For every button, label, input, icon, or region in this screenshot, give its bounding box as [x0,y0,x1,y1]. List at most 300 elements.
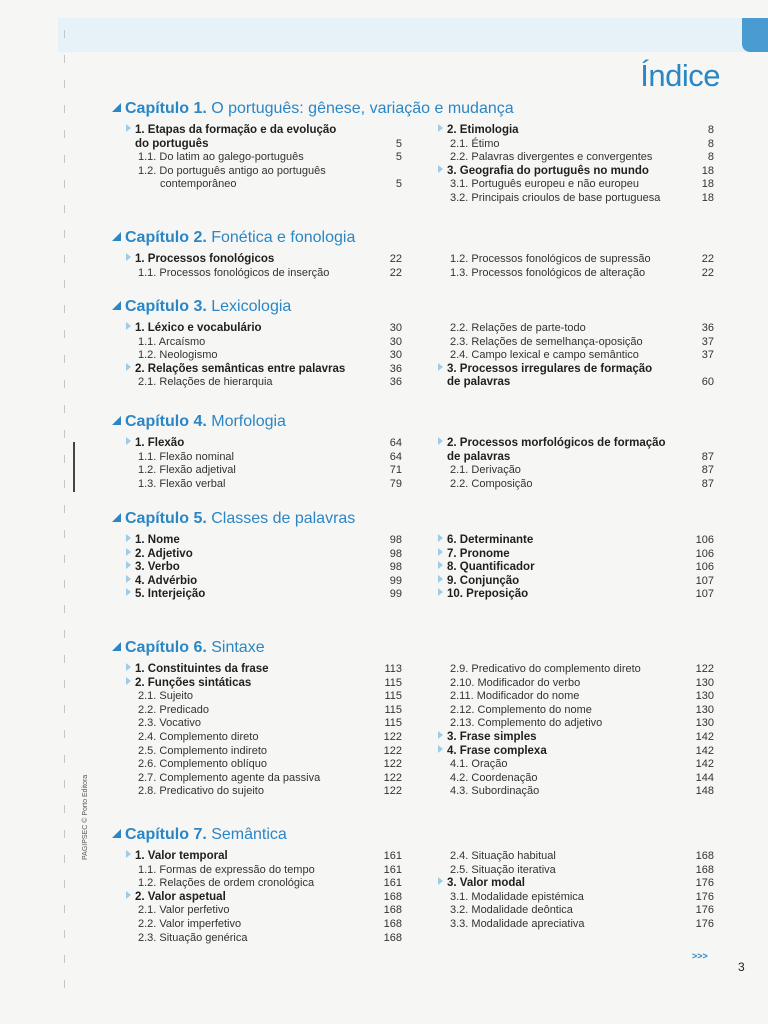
binder-tick [64,80,69,88]
toc-entry [138,745,267,758]
toc-entry [450,758,507,771]
toc-page-number: 122 [383,758,402,771]
toc-entry-label: 2.1. Sujeito [138,690,194,703]
toc-entry-label: 3.2. Modalidade deôntica [450,904,573,917]
toc-entry [138,731,258,744]
binder-tick [64,480,69,488]
toc-entry [450,464,521,477]
toc-page-number: 130 [695,690,714,703]
bullet-arrow-icon [438,731,443,739]
toc-entry-label: 8. Quantificador [447,561,535,574]
binder-tick [64,255,69,263]
bullet-arrow-icon [126,363,131,371]
toc-entry [126,253,274,266]
toc-page-number: 144 [695,771,714,784]
toc-page-number: 122 [695,663,714,675]
toc-entry [126,363,345,376]
toc-entry [138,464,236,477]
toc-entry-label: 2.6. Complemento oblíquo [138,758,268,771]
chapter-name: Morfologia [211,413,286,430]
toc-entry-label: 2.2. Composição [450,477,533,490]
toc-entry [438,877,525,890]
toc-entry-label: 1. Léxico e vocabulário [135,322,262,334]
toc-page-number: 22 [389,253,402,265]
bullet-arrow-icon [438,877,443,885]
toc-page-number: 60 [701,376,714,389]
bullet-arrow-icon [126,124,131,132]
toc-page-number: 36 [389,362,402,375]
toc-page-number: 8 [707,124,714,136]
toc-page-number: 142 [695,744,714,757]
toc-entry-label: 1. Etapas da formação e da evolução [135,124,337,136]
toc-entry-label: 2.2. Predicado [138,703,209,716]
bullet-arrow-icon [438,561,443,569]
toc-page-number: 71 [389,464,402,477]
toc-page-number: 113 [384,663,402,675]
binder-tick [64,380,69,388]
binder-tick [64,880,69,888]
binder-tick [64,980,69,988]
toc-entry-label: 1.1. Formas de expressão do tempo [138,863,315,876]
chapter-triangle-icon [112,103,121,112]
toc-entry-label: 4.1. Oração [450,758,508,771]
toc-entry-label: 2. Valor aspetual [135,890,226,903]
toc-entry-label: 3.3. Modalidade apreciativa [450,918,585,930]
toc-entry-label: 1.2. Do português antigo ao português [138,164,326,177]
corner-tab [742,18,768,52]
toc-page-number: 99 [389,574,402,587]
bullet-arrow-icon [438,548,443,556]
toc-entry-label: 2.3. Relações de semelhança-oposição [450,335,643,348]
toc-entry [450,772,537,785]
toc-entry-label: 6. Determinante [447,534,534,546]
toc-page-number: 161 [383,877,402,890]
toc-page-number: 115 [384,717,402,730]
toc-entry [138,704,209,717]
toc-entry [438,731,537,744]
toc-entry [138,918,241,931]
toc-page-number: 5 [395,178,402,191]
toc-entry [450,336,643,349]
toc-entry-label: 2.2. Palavras divergentes e convergentes [450,151,653,164]
binder-tick [64,580,69,588]
chapter-number: Capítulo 5. [125,510,207,527]
toc-entry-label: 2.3. Situação genérica [138,931,248,944]
bullet-arrow-icon [126,437,131,445]
toc-entry-label: 3.1. Modalidade epistémica [450,890,584,903]
toc-page-number: 99 [389,588,402,601]
bullet-arrow-icon [126,850,131,858]
toc-entry [126,548,193,561]
chapter-triangle-icon [112,301,121,310]
toc-entry [126,588,205,601]
toc-entry-label: 2.9. Predicativo do complemento direto [450,663,641,675]
toc-entry [138,877,314,890]
bullet-arrow-icon [438,745,443,753]
toc-entry [138,151,304,164]
binder-tick [64,230,69,238]
bullet-arrow-icon [126,891,131,899]
binder-tick [64,330,69,338]
toc-entry-label: 2.12. Complemento do nome [450,703,592,716]
toc-page-number: 107 [695,574,714,587]
chapter-heading [112,298,291,316]
toc-entry-label: 2.3. Vocativo [138,717,201,730]
toc-entry-label: do português [135,137,209,150]
toc-page-number: 168 [383,890,402,903]
toc-page-number: 176 [695,877,714,890]
toc-page-number: 22 [701,266,714,279]
toc-entry-label: 1.1. Processos fonológicos de inserção [138,266,330,279]
toc-page-number: 5 [395,137,402,150]
binder-tick [64,955,69,963]
toc-entry [138,690,193,703]
toc-page-number: 18 [701,164,714,177]
toc-page-number: 87 [701,464,714,477]
binder-tick [64,855,69,863]
toc-page-number: 168 [695,850,714,862]
binder-tick [64,155,69,163]
toc-page-number: 130 [695,676,714,689]
toc-page-number: 115 [384,690,402,703]
toc-page-number: 30 [389,322,402,334]
toc-entry-label: 1.2. Relações de ordem cronológica [138,877,315,890]
toc-entry [438,534,533,547]
toc-page-number: 22 [701,253,714,265]
chapter-number: Capítulo 4. [125,413,207,430]
toc-page-number: 5 [395,151,402,164]
chapter-triangle-icon [112,642,121,651]
toc-page-number: 106 [695,561,714,574]
toc-entry [438,561,535,574]
toc-entry [126,437,184,450]
chapter-number: Capítulo 2. [125,229,207,246]
toc-entry-label: 1.2. Neologismo [138,349,218,362]
toc-entry [450,151,652,164]
chapter-heading [112,413,286,431]
toc-page-number: 37 [701,335,714,348]
binder-tick [64,280,69,288]
toc-entry-label: 2.8. Predicativo do sujeito [138,785,264,798]
toc-entry [438,575,519,588]
chapter-name: Fonética e fonologia [211,229,356,246]
toc-entry [138,932,247,945]
binder-tick [64,455,69,463]
next-page-indicator: >>> [692,951,708,961]
toc-page-number: 30 [389,349,402,362]
toc-entry [126,850,228,863]
binder-tick [64,905,69,913]
toc-entry-label: 2.13. Complemento do adjetivo [450,717,603,730]
toc-entry-label: 2.4. Campo lexical e campo semântico [450,349,639,362]
toc-entry-label: contemporâneo [160,178,237,191]
toc-page-number: 98 [389,547,402,560]
binder-tick [64,555,69,563]
toc-page-number: 122 [383,731,402,743]
toc-entry-label: 3.1. Português europeu e não europeu [450,178,639,191]
toc-page-number: 18 [701,178,714,191]
bullet-arrow-icon [438,165,443,173]
binder-tick [64,405,69,413]
toc-entry-label: 4. Advérbio [135,574,198,587]
bullet-arrow-icon [126,322,131,330]
toc-entry [438,588,528,601]
binder-tick [64,630,69,638]
toc-entry [450,322,586,335]
toc-entry-label: 2.7. Complemento agente da passiva [138,771,321,784]
toc-entry-label: 2.5. Situação iterativa [450,863,556,876]
bullet-arrow-icon [126,534,131,542]
toc-entry-label: 1. Nome [135,534,180,546]
binder-tick [64,30,69,38]
toc-entry [450,717,602,730]
toc-entry-label: 2.1. Étimo [450,137,500,150]
bullet-arrow-icon [126,575,131,583]
toc-page-number: 122 [383,785,402,798]
toc-entry [126,124,336,137]
toc-entry-label: 3. Frase simples [447,731,537,743]
toc-entry [138,904,230,917]
toc-page-number: 106 [695,534,714,546]
toc-page-number: 8 [707,137,714,150]
toc-entry [126,575,197,588]
binder-tick [64,805,69,813]
toc-entry-label: 2.4. Situação habitual [450,850,556,862]
page-title: Índice [640,58,720,93]
toc-entry [138,267,329,280]
toc-entry [438,363,652,376]
chapter-heading [112,826,287,844]
toc-entry-label: 3. Geografia do português no mundo [447,164,649,177]
toc-entry [126,322,262,335]
header-band [58,18,748,52]
chapter-number: Capítulo 7. [125,826,207,843]
toc-entry-label: 10. Preposição [447,588,529,601]
toc-entry-label: 2.2. Valor imperfetivo [138,918,242,930]
bullet-arrow-icon [438,437,443,445]
toc-page-number: 30 [389,335,402,348]
toc-page-number: 98 [389,561,402,574]
toc-entry-label: 1. Valor temporal [135,850,228,862]
toc-entry [450,138,500,151]
toc-entry [450,178,639,191]
chapter-name: Sintaxe [211,639,265,656]
binder-tick [64,105,69,113]
binder-tick [64,780,69,788]
toc-page-number: 8 [707,151,714,164]
toc-entry [447,376,510,389]
publisher-credit: PAGIPSEC © Porto Editora [82,774,89,860]
toc-entry-label: 1.1. Arcaísmo [138,335,206,348]
bullet-arrow-icon [126,588,131,596]
toc-entry-label: 1.3. Flexão verbal [138,477,226,490]
toc-entry-label: 2.11. Modificador do nome [450,690,580,703]
chapter-number: Capítulo 6. [125,639,207,656]
binder-tick [64,930,69,938]
chapter-heading [112,100,514,118]
binder-tick [64,605,69,613]
toc-entry-label: 1.2. Processos fonológicos de supressão [450,253,651,265]
binder-tick [64,355,69,363]
toc-page-number: 64 [389,437,402,449]
margin-line [73,442,75,492]
toc-page-number: 115 [384,676,402,689]
toc-entry-label: 3. Verbo [135,561,180,574]
chapter-triangle-icon [112,416,121,425]
toc-entry [438,548,510,561]
toc-page-number: 142 [695,758,714,771]
toc-page-number: 64 [389,450,402,463]
toc-entry [450,690,579,703]
binder-tick [64,830,69,838]
binder-tick [64,180,69,188]
toc-page-number: 87 [701,477,714,490]
toc-entry [160,178,236,191]
bullet-arrow-icon [438,534,443,542]
bullet-arrow-icon [126,663,131,671]
toc-entry-label: 2. Adjetivo [135,547,193,560]
toc-entry-label: 5. Interjeição [135,588,206,601]
chapter-name: O português: gênese, variação e mudança [211,100,514,117]
toc-page-number: 161 [383,863,402,876]
toc-entry [447,451,510,464]
toc-entry-label: 4. Frase complexa [447,744,547,757]
toc-entry [138,864,315,877]
toc-entry [138,451,234,464]
toc-entry-label: 1.2. Flexão adjetival [138,464,236,477]
toc-page-number: 115 [384,703,402,716]
binder-tick [64,530,69,538]
toc-entry-label: 1.1. Flexão nominal [138,450,234,463]
chapter-triangle-icon [112,232,121,241]
toc-page-number: 176 [695,918,714,930]
toc-entry [126,891,226,904]
toc-entry [450,192,660,205]
toc-page-number: 98 [389,534,402,546]
bullet-arrow-icon [438,124,443,132]
chapter-triangle-icon [112,829,121,838]
toc-entry-label: 3. Processos irregulares de formação [447,362,653,375]
toc-entry [126,663,269,676]
toc-entry-label: 2.10. Modificador do verbo [450,676,581,689]
toc-entry-label: de palavras [447,376,511,389]
toc-entry [450,904,573,917]
toc-entry-label: 3. Valor modal [447,877,525,890]
toc-page-number: 168 [383,931,402,944]
toc-entry-label: 2.4. Complemento direto [138,731,259,743]
toc-entry [450,918,585,931]
toc-entry [138,165,326,178]
toc-page-number: 168 [695,863,714,876]
toc-entry [138,336,205,349]
bullet-arrow-icon [438,575,443,583]
binder-tick [64,730,69,738]
toc-page-number: 176 [695,890,714,903]
toc-page-number: 130 [695,703,714,716]
toc-page-number: 36 [701,322,714,334]
toc-entry [450,785,539,798]
toc-entry-label: 2. Relações semânticas entre palavras [135,362,346,375]
toc-entry [135,138,208,151]
toc-entry-label: 2. Etimologia [447,124,519,136]
chapter-number: Capítulo 3. [125,298,207,315]
toc-entry [438,165,649,178]
toc-page-number: 36 [389,376,402,389]
bullet-arrow-icon [438,588,443,596]
chapter-triangle-icon [112,513,121,522]
toc-entry-label: 9. Conjunção [447,574,520,587]
chapter-heading [112,639,265,657]
page-number: 3 [738,960,745,974]
toc-entry-label: 1.3. Processos fonológicos de alteração [450,266,646,279]
toc-entry-label: 2. Processos morfológicos de formação [447,437,666,449]
toc-entry-label: 1. Constituintes da frase [135,663,269,675]
bullet-arrow-icon [438,363,443,371]
binder-tick [64,430,69,438]
binder-tick [64,755,69,763]
toc-entry-label: de palavras [447,450,511,463]
toc-entry [438,437,666,450]
bullet-arrow-icon [126,548,131,556]
bullet-arrow-icon [126,677,131,685]
toc-page-number: 18 [701,192,714,204]
binder-tick [64,655,69,663]
binder-tick [64,305,69,313]
toc-page-number: 148 [695,785,714,798]
toc-entry [450,663,641,676]
toc-entry [450,864,556,877]
toc-entry [138,785,264,798]
toc-entry-label: 7. Pronome [447,547,510,560]
toc-entry [138,349,218,362]
toc-entry [138,478,225,491]
toc-entry [138,717,201,730]
toc-page-number: 168 [383,904,402,917]
chapter-name: Classes de palavras [211,510,356,527]
toc-entry [126,561,180,574]
toc-entry-label: 2.1. Relações de hierarquia [138,376,273,389]
toc-entry-label: 2.5. Complemento indireto [138,744,268,757]
toc-entry [450,267,645,280]
toc-entry-label: 1. Processos fonológicos [135,253,275,265]
toc-entry [450,850,556,863]
binder-tick [64,505,69,513]
toc-entry [450,253,651,266]
toc-entry [138,772,320,785]
toc-entry-label: 1.1. Do latim ao galego-português [138,151,304,164]
toc-page-number: 106 [695,547,714,560]
bullet-arrow-icon [126,561,131,569]
bullet-arrow-icon [126,253,131,261]
toc-entry [450,677,580,690]
toc-entry [138,758,267,771]
toc-page-number: 37 [701,349,714,362]
toc-entry [438,124,519,137]
binder-tick [64,130,69,138]
binder-tick [64,205,69,213]
toc-page-number: 176 [695,904,714,917]
toc-entry-label: 1. Flexão [135,437,185,449]
chapter-heading [112,510,355,528]
toc-entry [126,534,180,547]
toc-entry [450,478,533,491]
toc-entry-label: 2.1. Derivação [450,464,521,477]
toc-entry-label: 2.2. Relações de parte-todo [450,322,586,334]
toc-entry [450,704,592,717]
toc-page-number: 107 [695,588,714,601]
toc-entry [138,376,273,389]
toc-page-number: 142 [695,731,714,743]
